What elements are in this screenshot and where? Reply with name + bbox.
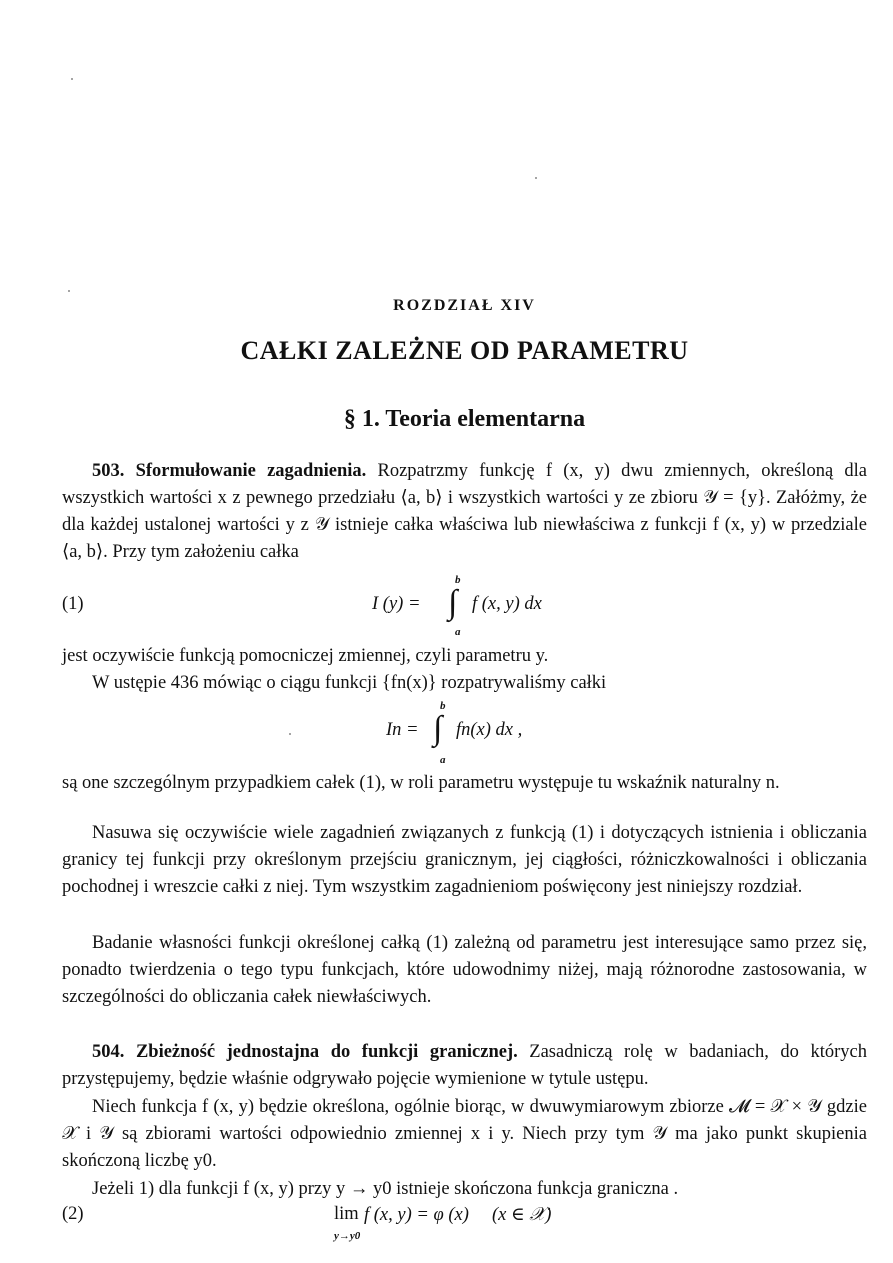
integral-sign: ∫ — [448, 584, 458, 621]
scan-speck — [71, 78, 73, 80]
paragraph-503 — [62, 458, 867, 566]
paragraph-nasuwa: Nasuwa się oczywiście wiele zagadnień związanych z funkcją (1) i dotyczących istnienia i obliczania granicy tej funkcji przy określonym przejściu granicznym, jej ciągłości, różniczkowalności i obliczania pochodnej i wreszcie całki z niej. Tym wszystkim zagadnieniom poświęcony jest niniejszy rozdział. — [62, 823, 867, 897]
limit-operator: lim — [334, 1204, 359, 1224]
equation-rhs: fn(x) dx , — [456, 720, 523, 740]
paragraph-number: 503. — [92, 461, 125, 481]
equation-2 — [62, 1196, 867, 1256]
section-title: § 1. Teoria elementarna — [343, 406, 586, 432]
equation-label: (1) — [62, 594, 84, 614]
paragraph-niech: Niech funkcja f (x, y) będzie określona, ogólnie biorąc, w dwuwymiarowym zbiorze 𝓜 = 𝒳 × 𝒴 gdzie 𝒳 i 𝒴 są zbiorami wartości odpowiednio zmiennej x i y. Niech przy tym 𝒴 ma jako punkt skupienia skończoną liczbę y0. — [62, 1097, 867, 1171]
paragraph-heading: Zbieżność jednostajna do funkcji granicznej. — [135, 1042, 518, 1062]
integral-lower-limit: a — [440, 754, 446, 766]
chapter-title: CAŁKI ZALEŻNE OD PARAMETRU — [240, 336, 689, 365]
paragraph-number: 504. — [92, 1042, 125, 1062]
paragraph-text: Rozpatrzmy funkcję f (x, y) dwu zmiennych, określoną dla wszystkich wartości x z pewnego przedziału ⟨a, b⟩ i wszystkich wartości y ze zbioru 𝒴 = {y}. Załóżmy, że dla każdej ustalonej wartości y z 𝒴 istnieje całka właściwa lub niewłaściwa z funkcji f (x, y) w przedziale ⟨a, b⟩. Przy tym założeniu całka — [62, 461, 867, 562]
integral-upper-limit: b — [455, 574, 461, 586]
equation-rhs: f (x, y) dx — [472, 594, 542, 614]
paragraph-436: W ustępie 436 mówiąc o ciągu funkcji {fn(x)} rozpatrywaliśmy całki — [92, 673, 607, 693]
integral-sign: ∫ — [433, 710, 443, 747]
equation-label: (2) — [62, 1204, 84, 1224]
equation-1 — [62, 574, 867, 638]
paragraph-heading: Sformułowanie zagadnienia. — [135, 461, 367, 481]
paragraph-badanie: Badanie własności funkcji określonej całką (1) zależną od parametru jest interesujące samo przez się, ponadto twierdzenia o tego typu funkcjach, które udowodnimy niżej, mają różnorodne zastosowania, w szczególności do obliczania całek niewłaściwych. — [62, 933, 867, 1007]
scan-speck — [535, 177, 537, 179]
paragraph-504 — [62, 1039, 867, 1093]
paragraph-special-case: są one szczególnym przypadkiem całek (1), w roli parametru występuje tu wskaźnik naturalny n. — [62, 773, 780, 793]
paragraph-after-eq1: jest oczywiście funkcją pomocniczej zmiennej, czyli parametru y. — [62, 646, 549, 666]
equation-lhs: In = — [386, 720, 419, 740]
integral-lower-limit: a — [455, 626, 461, 638]
equation-in — [62, 698, 867, 766]
equation-rhs: f (x, y) = φ (x) (x ∈ 𝒳) — [364, 1205, 552, 1225]
paragraph-jezeli: Jeżeli 1) dla funkcji f (x, y) przy y → y0 istnieje skończona funkcja graniczna . — [92, 1179, 679, 1199]
paragraph-text: Zasadniczą rolę w badaniach, do których przystępujemy, będzie właśnie odgrywało pojęcie wymienione w tytule ustępu. — [62, 1042, 867, 1089]
equation-lhs: I (y) = — [372, 594, 421, 614]
chapter-label: ROZDZIAŁ XIV — [393, 297, 536, 314]
limit-subscript: y→y0 — [334, 1230, 361, 1242]
integral-upper-limit: b — [440, 700, 446, 712]
scan-speck — [68, 290, 70, 292]
